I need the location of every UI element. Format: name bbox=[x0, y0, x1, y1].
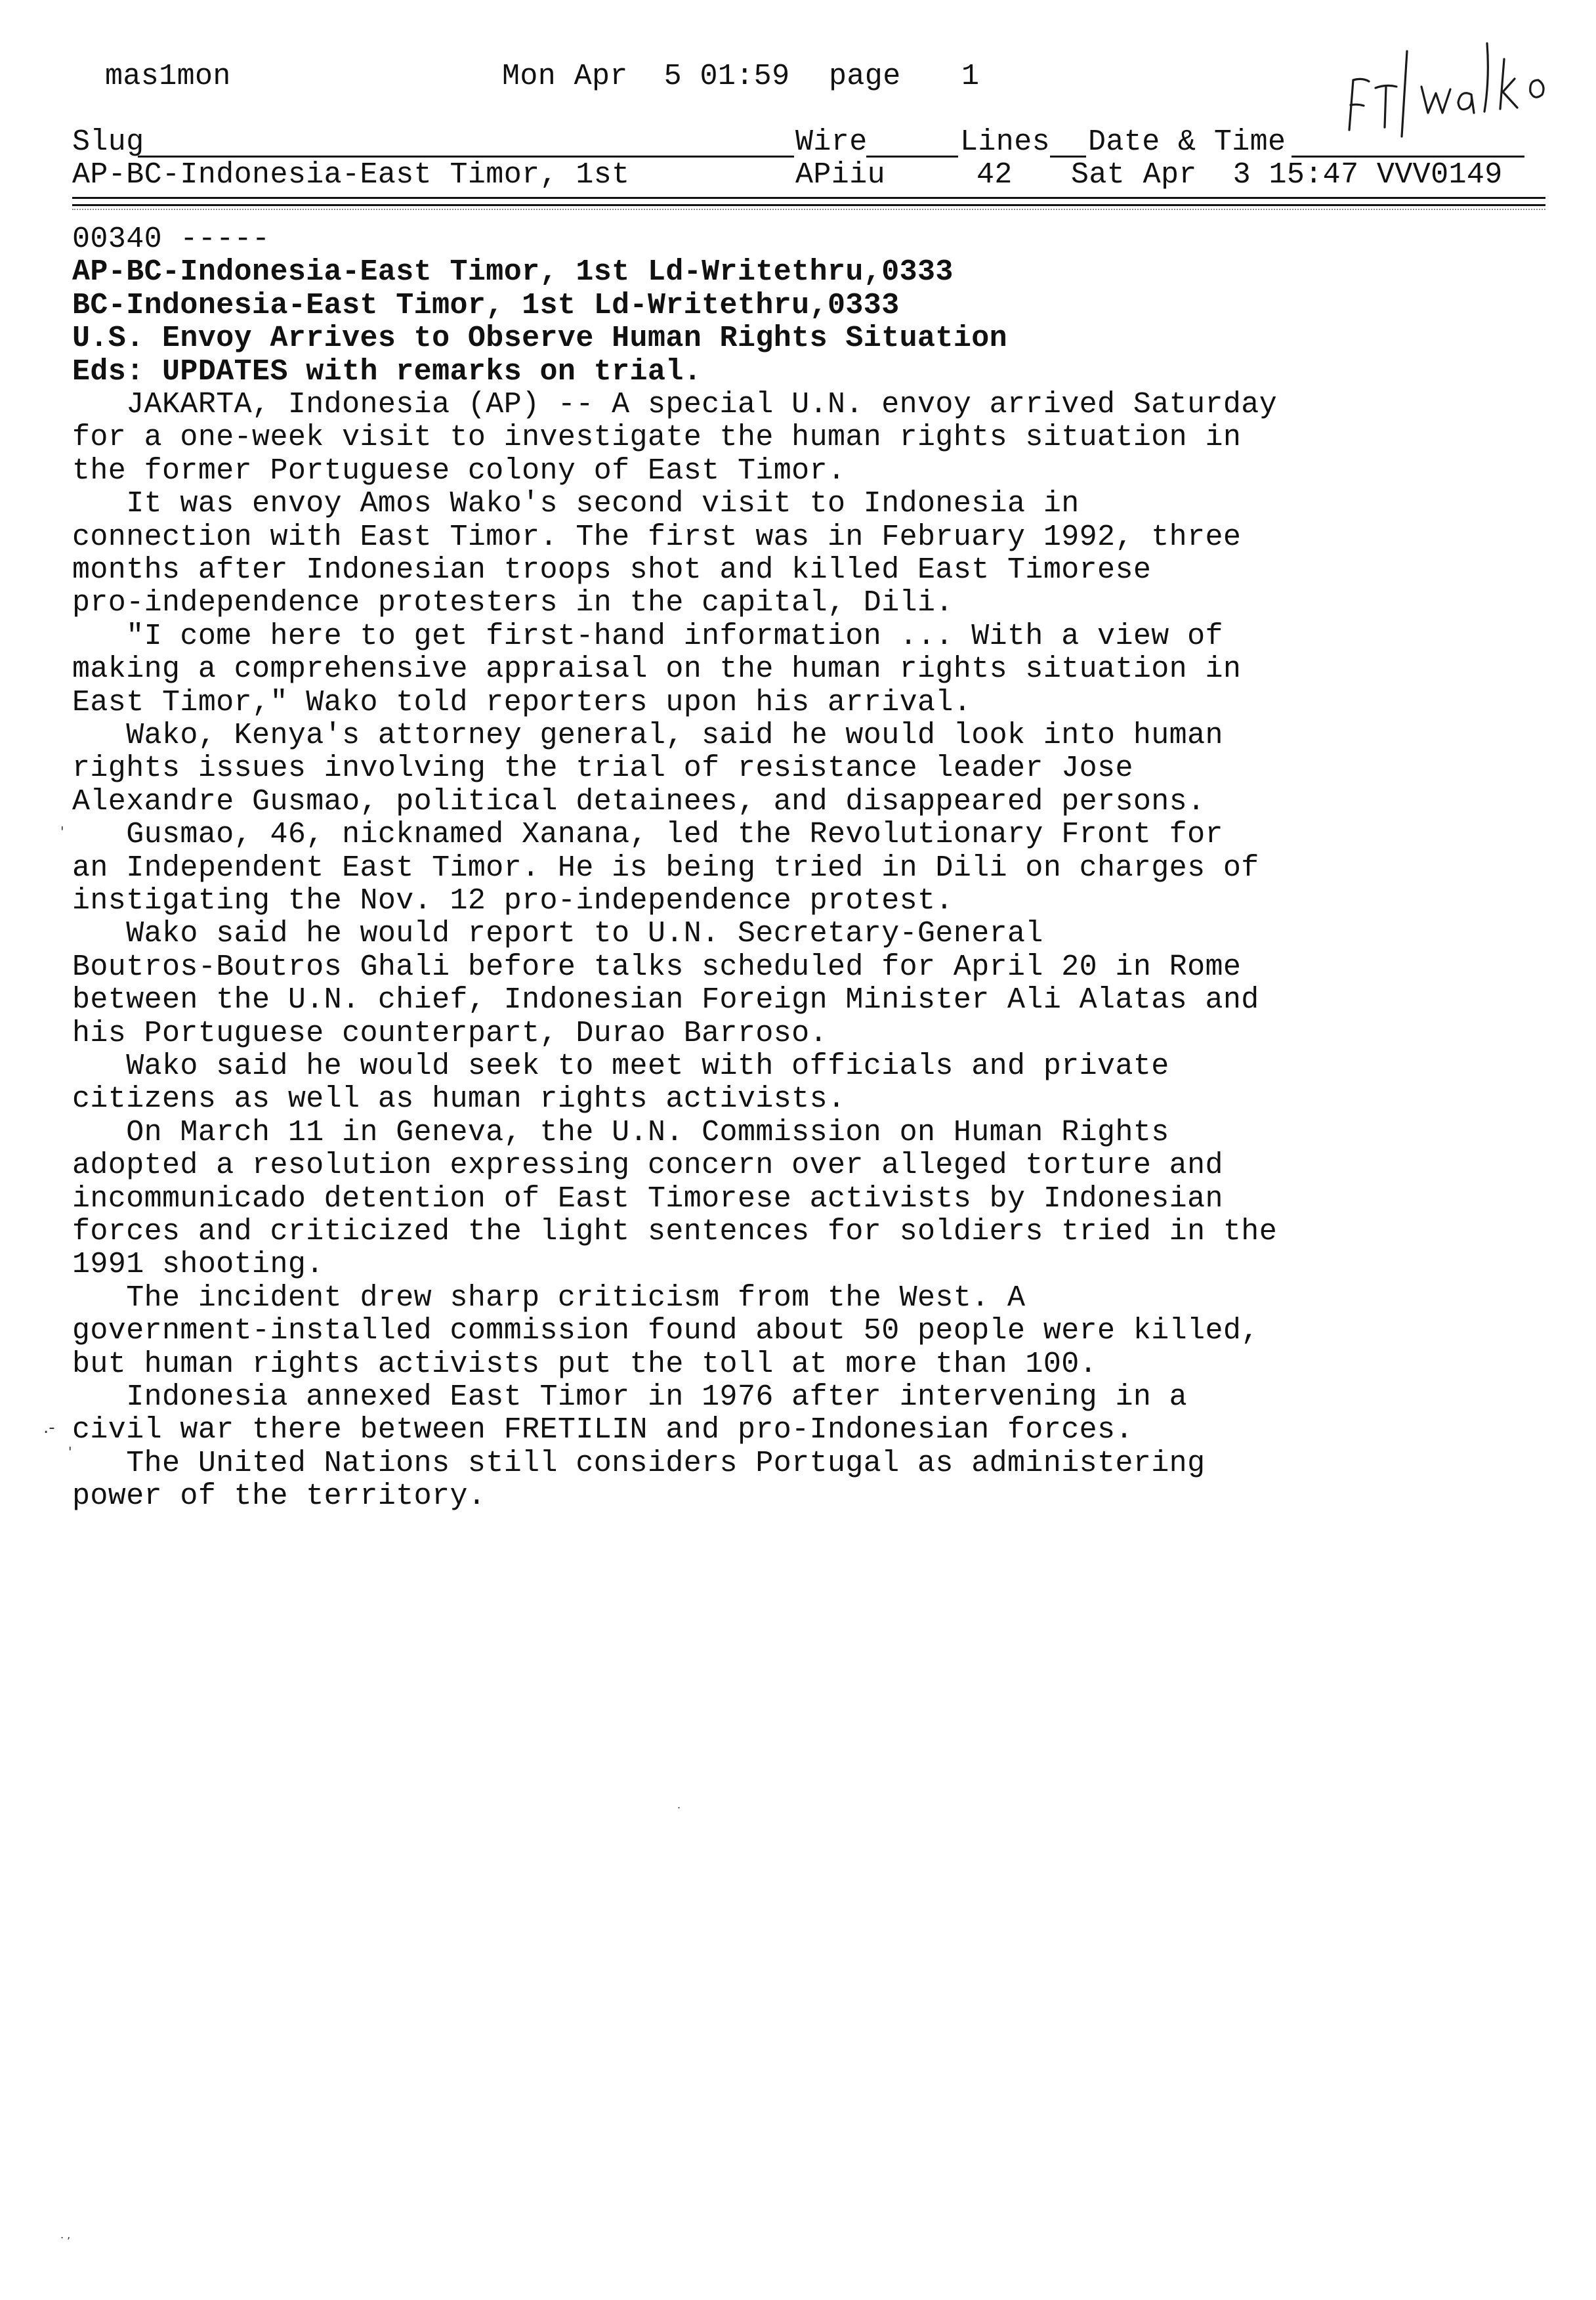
handwritten-note-et-wako bbox=[1339, 39, 1562, 138]
header-page-number: 1 bbox=[961, 60, 980, 93]
story-body-line: but human rights activists put the toll at more than 100. bbox=[72, 1348, 1098, 1381]
header-timestamp: Mon Apr 5 01:59 bbox=[502, 60, 790, 93]
story-body-line: making a comprehensive appraisal on the human rights situation in bbox=[72, 652, 1242, 686]
story-body-line: citizens as well as human rights activists. bbox=[72, 1082, 846, 1116]
story-body-line: Boutros-Boutros Ghali before talks scheduled for April 20 in Rome bbox=[72, 950, 1242, 984]
story-body-line: The incident drew sharp criticism from the West. A bbox=[72, 1281, 1026, 1315]
story-body-line: Wako said he would seek to meet with officials and private bbox=[72, 1050, 1169, 1083]
story-body-line: rights issues involving the trial of resistance leader Jose bbox=[72, 752, 1133, 785]
story-headline-line: AP-BC-Indonesia-East Timor, 1st Ld-Writethru,0333 bbox=[72, 255, 954, 289]
story-body-line: connection with East Timor. The first was in February 1992, three bbox=[72, 521, 1242, 554]
story-body-line: On March 11 in Geneva, the U.N. Commission on Human Rights bbox=[72, 1116, 1169, 1149]
margin-speck: .- bbox=[43, 1418, 55, 1438]
margin-speck: . bbox=[677, 1799, 681, 1811]
slug-underline bbox=[138, 156, 794, 158]
story-body-line: incommunicado detention of East Timorese activists by Indonesian bbox=[72, 1182, 1223, 1216]
datetime-underline bbox=[1292, 156, 1524, 158]
wire-label: Wire bbox=[795, 125, 868, 159]
story-body-line: 1991 shooting. bbox=[72, 1248, 324, 1281]
story-body-line: Wako said he would report to U.N. Secretary-General bbox=[72, 917, 1043, 950]
story-body-line: civil war there between FRETILIN and pro-Indonesian forces. bbox=[72, 1413, 1133, 1447]
story-body-line: forces and criticized the light sentences for soldiers tried in the bbox=[72, 1215, 1278, 1248]
lines-label: Lines bbox=[960, 125, 1051, 159]
story-body-line: pro-independence protesters in the capital, Dili. bbox=[72, 586, 954, 620]
margin-speck: ' bbox=[68, 1444, 72, 1460]
slug-label: Slug bbox=[72, 125, 144, 159]
wire-underline bbox=[866, 156, 958, 158]
wire-value: APiiu bbox=[795, 158, 886, 192]
margin-speck: ' bbox=[60, 824, 64, 840]
lines-value: 42 bbox=[976, 158, 1013, 192]
story-body-line: East Timor," Wako told reporters upon his arrival. bbox=[72, 686, 972, 719]
story-body-line: Alexandre Gusmao, political detainees, and disappeared persons. bbox=[72, 785, 1206, 819]
story-body-line: Wako, Kenya's attorney general, said he would look into human bbox=[72, 719, 1223, 752]
header-user: mas1mon bbox=[105, 60, 231, 93]
dotted-rule-separator bbox=[72, 209, 1545, 210]
story-body-line: JAKARTA, Indonesia (AP) -- A special U.N. envoy arrived Saturday bbox=[72, 388, 1278, 421]
story-body-line: for a one-week visit to investigate the human rights situation in bbox=[72, 421, 1242, 454]
story-body-line: Indonesia annexed East Timor in 1976 after intervening in a bbox=[72, 1380, 1188, 1414]
story-body-line: power of the territory. bbox=[72, 1480, 486, 1513]
slug-value: AP-BC-Indonesia-East Timor, 1st bbox=[72, 158, 630, 192]
story-headline-line: BC-Indonesia-East Timor, 1st Ld-Writethru,0333 bbox=[72, 289, 900, 322]
margin-speck: . , bbox=[60, 2228, 71, 2241]
lines-underline bbox=[1050, 156, 1086, 158]
header-page-label: page bbox=[829, 60, 901, 93]
story-body-line: government-installed commission found about 50 people were killed, bbox=[72, 1314, 1259, 1348]
story-headline-line: Eds: UPDATES with remarks on trial. bbox=[72, 355, 702, 389]
story-body-line: The United Nations still considers Portugal as administering bbox=[72, 1447, 1206, 1480]
story-id-line: 00340 ----- bbox=[72, 223, 270, 256]
story-body-line: the former Portuguese colony of East Timor. bbox=[72, 454, 846, 488]
datetime-value: Sat Apr 3 15:47 VVV0149 bbox=[1071, 158, 1503, 192]
story-body-line: an Independent East Timor. He is being tried in Dili on charges of bbox=[72, 851, 1259, 885]
story-body-line: between the U.N. chief, Indonesian Foreign Minister Ali Alatas and bbox=[72, 983, 1259, 1017]
story-body-line: months after Indonesian troops shot and killed East Timorese bbox=[72, 553, 1152, 587]
story-body-line: Gusmao, 46, nicknamed Xanana, led the Revolutionary Front for bbox=[72, 818, 1223, 851]
double-rule-separator bbox=[72, 197, 1545, 206]
story-headline-line: U.S. Envoy Arrives to Observe Human Rights Situation bbox=[72, 322, 1008, 355]
story-body-line: his Portuguese counterpart, Durao Barroso. bbox=[72, 1017, 828, 1050]
story-body-line: instigating the Nov. 12 pro-independence protest. bbox=[72, 884, 954, 918]
story-body-line: adopted a resolution expressing concern over alleged torture and bbox=[72, 1149, 1223, 1182]
story-body-line: It was envoy Amos Wako's second visit to Indonesia in bbox=[72, 487, 1080, 521]
datetime-label: Date & Time bbox=[1088, 125, 1286, 159]
story-body-line: "I come here to get first-hand information ... With a view of bbox=[72, 620, 1223, 653]
